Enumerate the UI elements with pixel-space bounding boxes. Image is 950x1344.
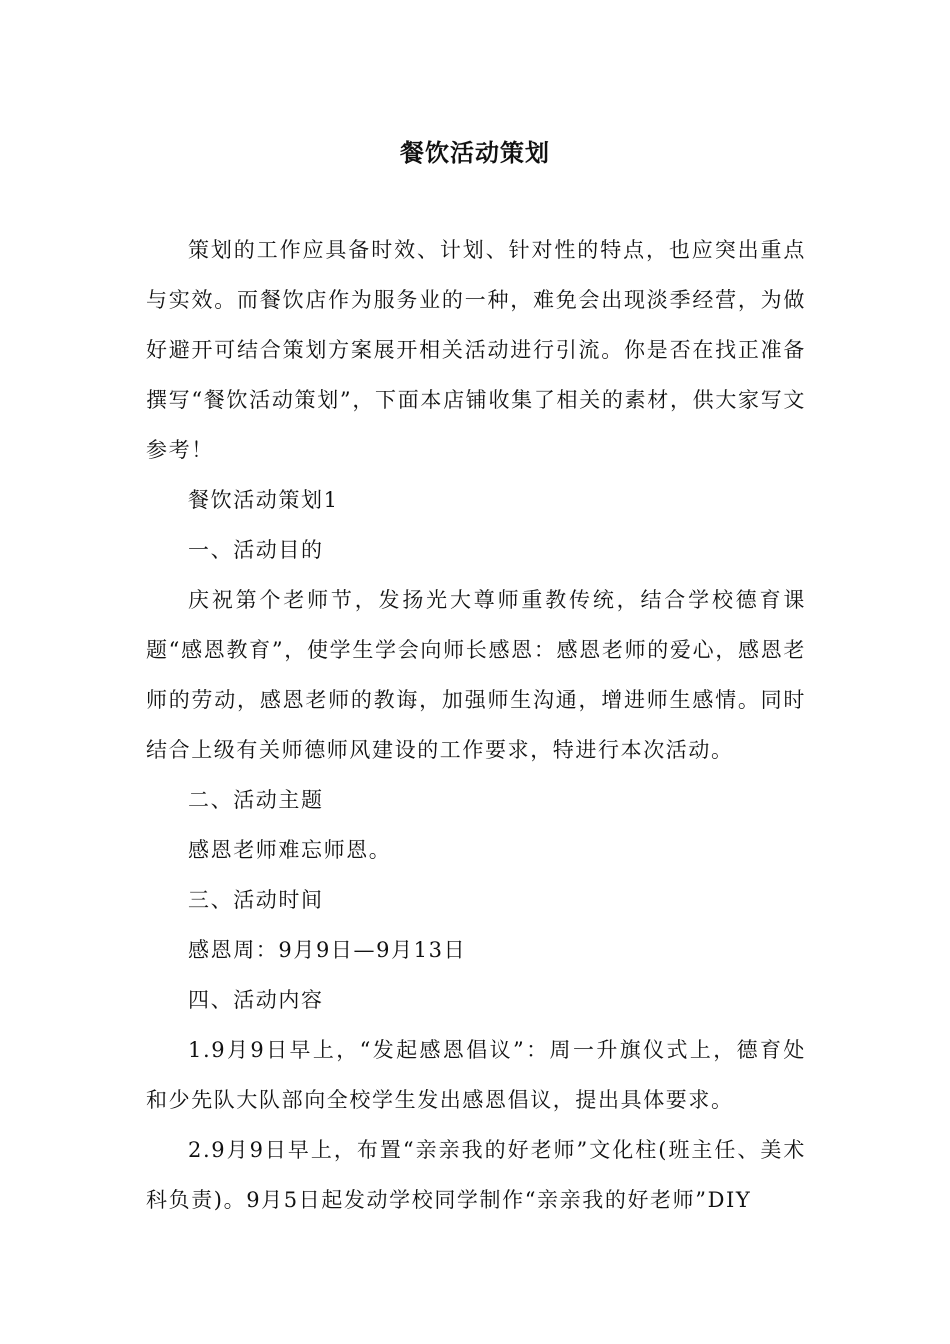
document-title: 餐饮活动策划 xyxy=(400,138,550,167)
body-paragraph: 感恩老师难忘师恩。 xyxy=(188,838,392,862)
intro-paragraph: 策划的工作应具备时效、计划、针对性的特点，也应突出重点与实效。而餐饮店作为服务业的一种，难免会出现淡季经营，为做好避开可结合策划方案展开相关活动进行引流。你是否在找正准备撰写“餐饮活动策划”，下面本店铺收集了相关的素材，供大家写文参考！ xyxy=(146,238,806,462)
body-paragraph: 庆祝第个老师节，发扬光大尊师重教传统，结合学校德育课题“感恩教育”，使学生学会向师长感恩：感恩老师的爱心，感恩老师的劳动，感恩老师的教诲，加强师生沟通，增进师生感情。同时结合上级有关师德师风建设的工作要求，特进行本次活动。 xyxy=(146,588,806,762)
subsection-heading: 二、活动主题 xyxy=(188,788,324,812)
body-paragraph: 1.9月9日早上，“发起感恩倡议”：周一升旗仪式上，德育处和少先队大队部向全校学生发出感恩倡议，提出具体要求。 xyxy=(146,1038,806,1112)
body-paragraph: 2.9月9日早上，布置“亲亲我的好老师”文化柱(班主任、美术科负责)。9月5日起发动学校同学制作“亲亲我的好老师”DIY xyxy=(146,1138,806,1212)
subsection-heading: 一、活动目的 xyxy=(188,538,324,562)
body-paragraph: 感恩周：9月9日—9月13日 xyxy=(188,938,467,962)
section-heading: 餐饮活动策划1 xyxy=(188,488,339,512)
subsection-heading: 四、活动内容 xyxy=(188,988,324,1012)
document-body xyxy=(146,225,806,1225)
subsection-heading: 三、活动时间 xyxy=(188,888,324,912)
